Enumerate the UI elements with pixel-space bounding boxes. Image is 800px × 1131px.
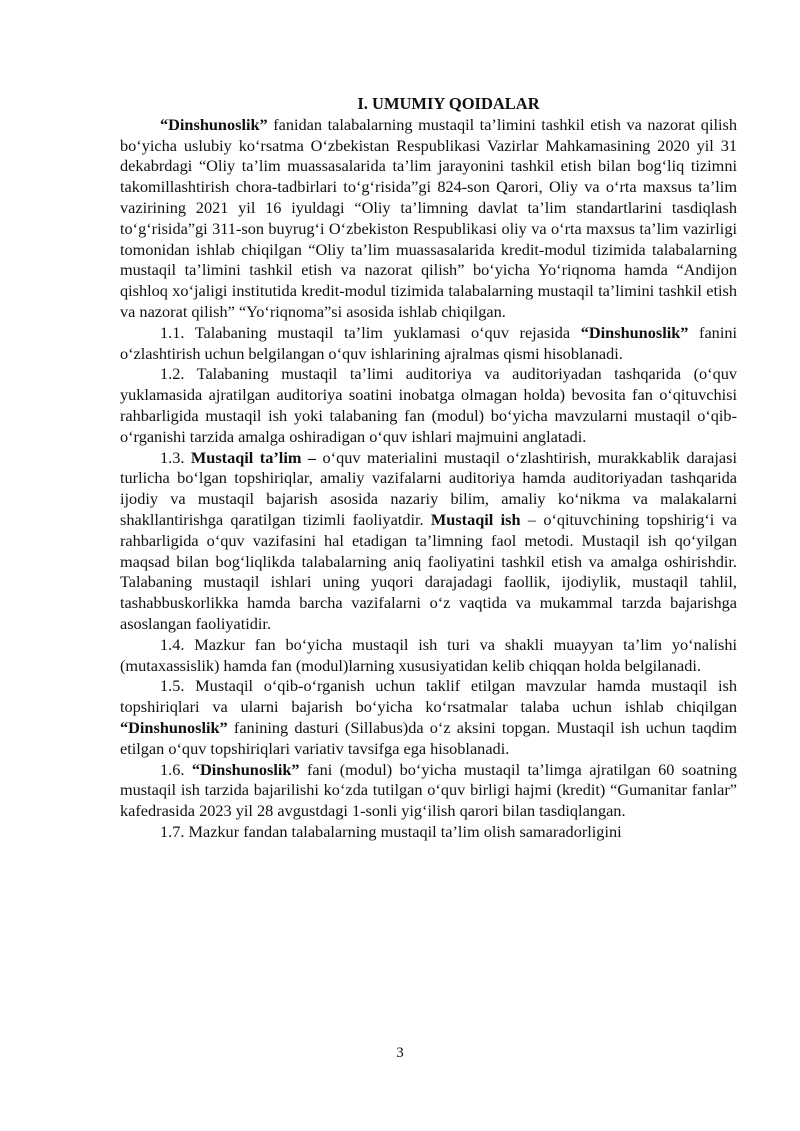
intro-text: fanidan talabalarning mustaqil ta’limini tashkil etish va nazorat qilish bo‘yicha uslubiy ko‘rsatma O‘zbekistan Respublikasi Vazirlar Mahkamasining 2020 yil 31 dekabrdagi “Oliy ta’lim muassasalarida ta’lim jarayonini tashkil etish bilan bog‘liq tizimni takomillashtirish chora-tadbirlari to‘g‘risida”gi 824-son Qarori, Oliy va o‘rta maxsus ta’lim vazirining 2021 yil 16 iyuldagi “Oliy ta’limning davlat ta’lim standartlarini tasdiqlash to‘g‘risida”gi 311-son buyrug‘i O‘zbekiston Respublikasi oliy va o‘rta maxsus ta’lim vazirligi tomonidan ishlab chiqilgan “Oliy ta’lim muassasalarida kredit-modul tizimida talabalarning mustaqil ta’limini tashkil etish va nazorat qilish” bo‘yicha Yo‘riqnoma hamda “Andijon qishloq xo‘jaligi institutida kredit-modul tizimida talabalarning mustaqil ta’limini tashkil etish va nazorat qilish” “Yo‘riqnoma”si asosida ishlab chiqilgan. (120, 114, 737, 321)
paragraph-text: Talabaning mustaqil ta’limi auditoriya va auditoriyadan tashqarida (o‘quv yuklamasida ajratilgan auditoriya soatini inobatga olmagan holda) bevosita fan o‘qituvchisi rahbarligida mustaqil ish yoki talabaning fan (modul) bo‘yicha mavzularni mustaqil o‘qib-o‘rganishi tarzida amalga oshiradigan o‘quv ishlari majmuini anglatadi. (120, 364, 737, 446)
paragraph-1-7 (120, 822, 737, 843)
paragraph-number: 1.3. (160, 447, 185, 467)
intro-paragraph (120, 115, 737, 323)
paragraph-1-5 (120, 676, 737, 759)
section-heading: I. UMUMIY QOIDALAR (357, 94, 540, 113)
paragraph-1-2 (120, 364, 737, 447)
subject-name: “Dinshunoslik” (160, 114, 268, 134)
paragraph-number: 1.1. (160, 322, 185, 342)
paragraph-text (184, 760, 191, 779)
paragraph-1-1 (120, 323, 737, 365)
paragraph-1-3 (120, 448, 737, 635)
paragraph-text: fanini o‘zlashtirish uchun belgilangan o‘quv ishlarining ajralmas qismi hisoblanadi. (120, 322, 738, 363)
paragraph-text: fani (modul) bo‘yicha mustaqil ta’limga ajratilgan 60 soatning mustaqil ish tarzida bajarilishi ko‘zda tutilgan o‘quv birligi hajmi (kredit) “Gumanitar fanlar” kafedrasida 2023 yil 28 avgustdagi 1-sonli yig‘ilish qarori bilan tasdiqlangan. (120, 759, 737, 821)
paragraph-text: Mustaqil o‘qib-o‘rganish uchun taklif etilgan mavzular hamda mustaqil ish topshiriqlari va ularni bajarish bo‘yicha ko‘rsatmalar talaba uchun ishlab chiqilgan (120, 676, 737, 717)
paragraph-number: 1.5. (160, 676, 185, 696)
term-mustaqil-ish: Mustaqil ish (430, 509, 521, 529)
paragraph-text: Talabaning mustaqil ta’lim yuklamasi o‘quv rejasida (184, 322, 581, 342)
paragraph-text: Mazkur fan bo‘yicha mustaqil ish turi va shakli muayyan ta’lim yo‘nalishi (mutaxassislik) hamda fan (modul)larning xususiyatidan kelib chiqqan holda belgilanadi. (120, 634, 737, 675)
subject-name: “Dinshunoslik” (120, 717, 228, 737)
subject-name: “Dinshunoslik” (191, 759, 300, 779)
paragraph-text: – o‘qituvchining topshirig‘i va rahbarligida o‘quv vazifasini hal etadigan ta’limning faol metodi. Mustaqil ish qo‘yilgan maqsad bilan bog‘liqlikda talabalarning aniq faoliyatini tashkil etish va amalga oshirishdir. Talabaning mustaqil ishlari uning yuqori darajadagi faollik, ijodiylik, mustaqil tahlil, tashabbuskorlikka hamda barcha vazifalarni o‘z vaqtida va mukammal tarzda bajarishga asoslangan faoliyatidir. (120, 509, 737, 633)
paragraph-number: 1.4. (160, 634, 185, 654)
paragraph-1-6 (120, 760, 737, 822)
paragraph-text: o‘quv materialini mustaqil o‘zlashtirish, murakkablik darajasi turlicha bo‘lgan topshiriqlar, amaliy vazifalarni auditoriya hamda auditoriyadan tashqarida ijodiy va mustaqil bajarish asosida nazariy bilim, amaliy ko‘nikma va malakalarni shakllantirishga qaratilgan tizimli faoliyatdir. (120, 447, 737, 529)
paragraph-text: Mazkur fandan talabalarning mustaqil ta’lim olish samaradorligini (184, 821, 622, 841)
subject-name: “Dinshunoslik” (580, 322, 689, 342)
paragraph-number: 1.2. (160, 364, 185, 384)
paragraph-number: 1.6. (160, 759, 185, 779)
term-mustaqil-talim: Mustaqil ta’lim – (190, 447, 317, 467)
paragraph-text: fanining dasturi (Sillabus)da o‘z aksini topgan. Mustaqil ish uchun taqdim etilgan o‘quv topshiriqlari variativ tavsifga ega hisoblanadi. (120, 717, 737, 758)
page-number: 3 (396, 1045, 404, 1061)
paragraph-1-4 (120, 635, 737, 677)
page-content (120, 94, 737, 843)
paragraph-number: 1.7. (160, 821, 185, 841)
